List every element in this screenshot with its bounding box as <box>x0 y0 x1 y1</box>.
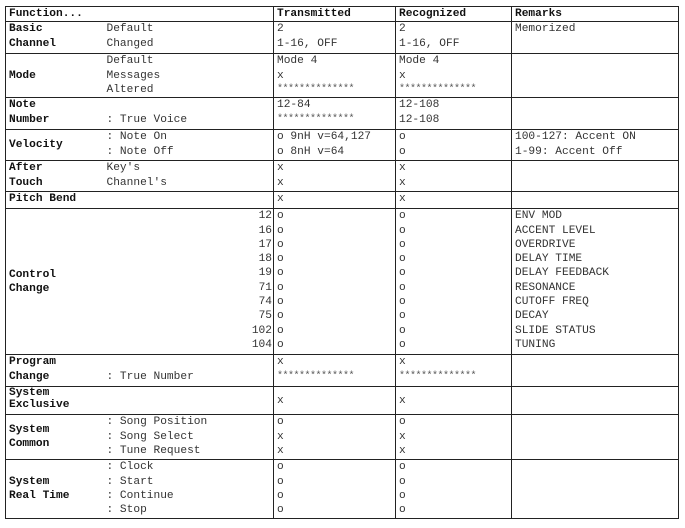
transmitted-cell: 12-84 ************** <box>274 98 396 130</box>
sub-labels: Default Changed <box>104 22 274 54</box>
recognized-cell: o o o o <box>396 460 512 519</box>
remarks-cell <box>512 98 679 130</box>
cc-numbers: 12 16 17 18 19 71 74 75 102 104 <box>238 209 274 355</box>
transmitted-cell: 2 1-16, OFF <box>274 22 396 54</box>
transmitted-cell: o 9nH v=64,127 o 8nH v=64 <box>274 130 396 161</box>
row-program-change <box>6 355 679 387</box>
function-label: Control Change <box>6 209 104 355</box>
transmitted-cell: Mode 4 x ************** <box>274 54 396 98</box>
row-basic-channel <box>6 22 679 54</box>
sub-labels: : Song Position : Song Select : Tune Request <box>104 415 274 460</box>
transmitted-cell: o o o o <box>274 460 396 519</box>
transmitted-cell: x <box>274 387 396 415</box>
remarks-cell <box>512 161 679 192</box>
header-transmitted: Transmitted <box>274 7 396 22</box>
function-label: After Touch <box>6 161 104 192</box>
sub-labels: Default Messages Altered <box>104 54 274 98</box>
transmitted-cell: o o o o o o o o o o <box>274 209 396 355</box>
header-function: Function... <box>6 7 274 22</box>
transmitted-cell: x ************** <box>274 355 396 387</box>
sub-labels: : True Voice <box>104 98 274 130</box>
remarks-cell: Memorized <box>512 22 679 54</box>
sub-labels: Key's Channel's <box>104 161 274 192</box>
remarks-cell <box>512 415 679 460</box>
transmitted-cell: x x <box>274 161 396 192</box>
header-recognized: Recognized <box>396 7 512 22</box>
recognized-cell: o o o o o o o o o o <box>396 209 512 355</box>
function-label: Pitch Bend <box>6 192 274 209</box>
remarks-cell <box>512 192 679 209</box>
remarks-cell <box>512 54 679 98</box>
sub-spacer <box>104 209 238 355</box>
function-label: Note Number <box>6 98 104 130</box>
function-label: Mode <box>6 54 104 98</box>
remarks-cell <box>512 387 679 415</box>
recognized-cell: 2 1-16, OFF <box>396 22 512 54</box>
header-remarks: Remarks <box>512 7 679 22</box>
function-label: Velocity <box>6 130 104 161</box>
row-mode <box>6 54 679 98</box>
recognized-cell: Mode 4 x ************** <box>396 54 512 98</box>
recognized-cell: x <box>396 192 512 209</box>
remarks-cell: ENV MOD ACCENT LEVEL OVERDRIVE DELAY TIME DELAY FEEDBACK RESONANCE CUTOFF FREQ DECAY SLIDE STATUS TUNING <box>512 209 679 355</box>
row-system-common <box>6 415 679 460</box>
row-system-real-time <box>6 460 679 519</box>
sub-labels: : Note On : Note Off <box>104 130 274 161</box>
sub-labels: : True Number <box>104 355 274 387</box>
recognized-cell: 12-108 12-108 <box>396 98 512 130</box>
recognized-cell: o o <box>396 130 512 161</box>
function-label: System Common <box>6 415 104 460</box>
row-system-exclusive <box>6 387 679 415</box>
remarks-cell: 100-127: Accent ON 1-99: Accent Off <box>512 130 679 161</box>
transmitted-cell: o x x <box>274 415 396 460</box>
function-label: Program Change <box>6 355 104 387</box>
function-label: Basic Channel <box>6 22 104 54</box>
sub-labels: : Clock : Start : Continue : Stop <box>104 460 274 519</box>
row-velocity <box>6 130 679 161</box>
function-label: System Real Time <box>6 460 104 519</box>
row-note-number <box>6 98 679 130</box>
remarks-cell <box>512 355 679 387</box>
remarks-cell <box>512 460 679 519</box>
header-row <box>6 7 679 22</box>
recognized-cell: x <box>396 387 512 415</box>
row-control-change <box>6 209 679 355</box>
transmitted-cell: x <box>274 192 396 209</box>
recognized-cell: x ************** <box>396 355 512 387</box>
recognized-cell: o x x <box>396 415 512 460</box>
row-after-touch <box>6 161 679 192</box>
function-label: System Exclusive <box>6 387 274 415</box>
recognized-cell: x x <box>396 161 512 192</box>
row-pitch-bend <box>6 192 679 209</box>
midi-implementation-chart <box>5 6 679 519</box>
